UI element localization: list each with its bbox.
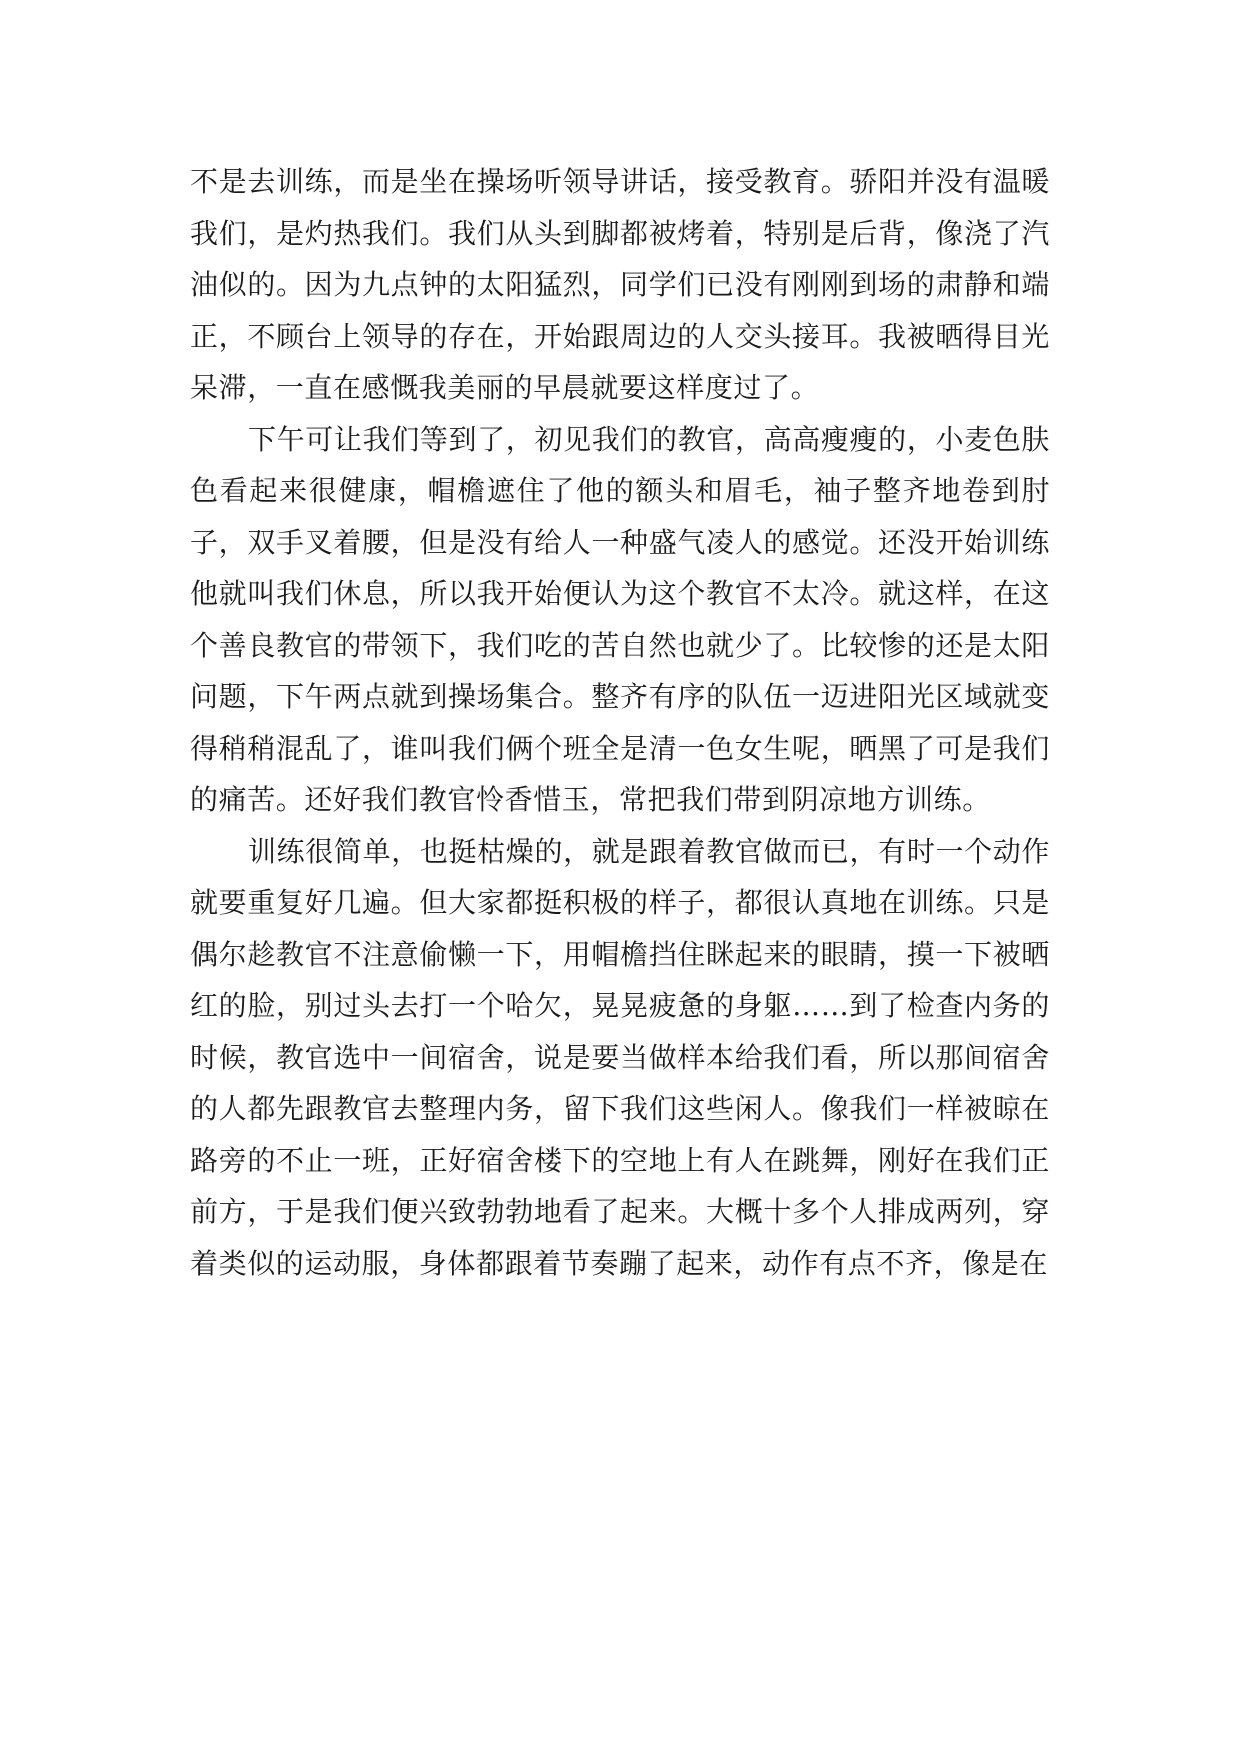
paragraph-3: 训练很简单，也挺枯燥的，就是跟着教官做而已，有时一个动作就要重复好几遍。但大家都挺积极的样子，都很认真地在训练。只是偶尔趁教官不注意偷懒一下，用帽檐挡住眯起来的眼睛，摸一下被晒红的脸，别过头去打一个哈欠，晃晃疲惫的身躯……到了检查内务的时候，教官选中一间宿舍，说是要当做样本给我们看，所以那间宿舍的人都先跟教官去整理内务，留下我们这些闲人。像我们一样被晾在路旁的不止一班，正好宿舍楼下的空地上有人在跳舞，刚好在我们正前方，于是我们便兴致勃勃地看了起来。大概十多个人排成两列，穿着类似的运动服，身体都跟着节奏蹦了起来，动作有点不齐，像是在 (190, 834, 1050, 1280)
paragraph-2: 下午可让我们等到了，初见我们的教官，高高瘦瘦的，小麦色肤色看起来很健康，帽檐遮住了他的额头和眉毛，袖子整齐地卷到肘子，双手叉着腰，但是没有给人一种盛气凌人的感觉。还没开始训练他就叫我们休息，所以我开始便认为这个教官不太冷。就这样，在这个善良教官的带领下，我们吃的苦自然也就少了。比较惨的还是太阳问题，下午两点就到操场集合。整齐有序的队伍一迈进阳光区域就变得稍稍混乱了，谁叫我们俩个班全是清一色女生呢，晒黑了可是我们的痛苦。还好我们教官怜香惜玉，常把我们带到阴凉地方训练。 (190, 422, 1050, 816)
paragraph-1: 不是去训练，而是坐在操场听领导讲话，接受教育。骄阳并没有温暖我们，是灼热我们。我们从头到脚都被烤着，特别是后背，像浇了汽油似的。因为九点钟的太阳猛烈，同学们已没有刚刚到场的肃静和端正，不顾台上领导的存在，开始跟周边的人交头接耳。我被晒得目光呆滞，一直在感慨我美丽的早晨就要这样度过了。 (190, 165, 1050, 404)
body-text (190, 156, 1050, 1289)
